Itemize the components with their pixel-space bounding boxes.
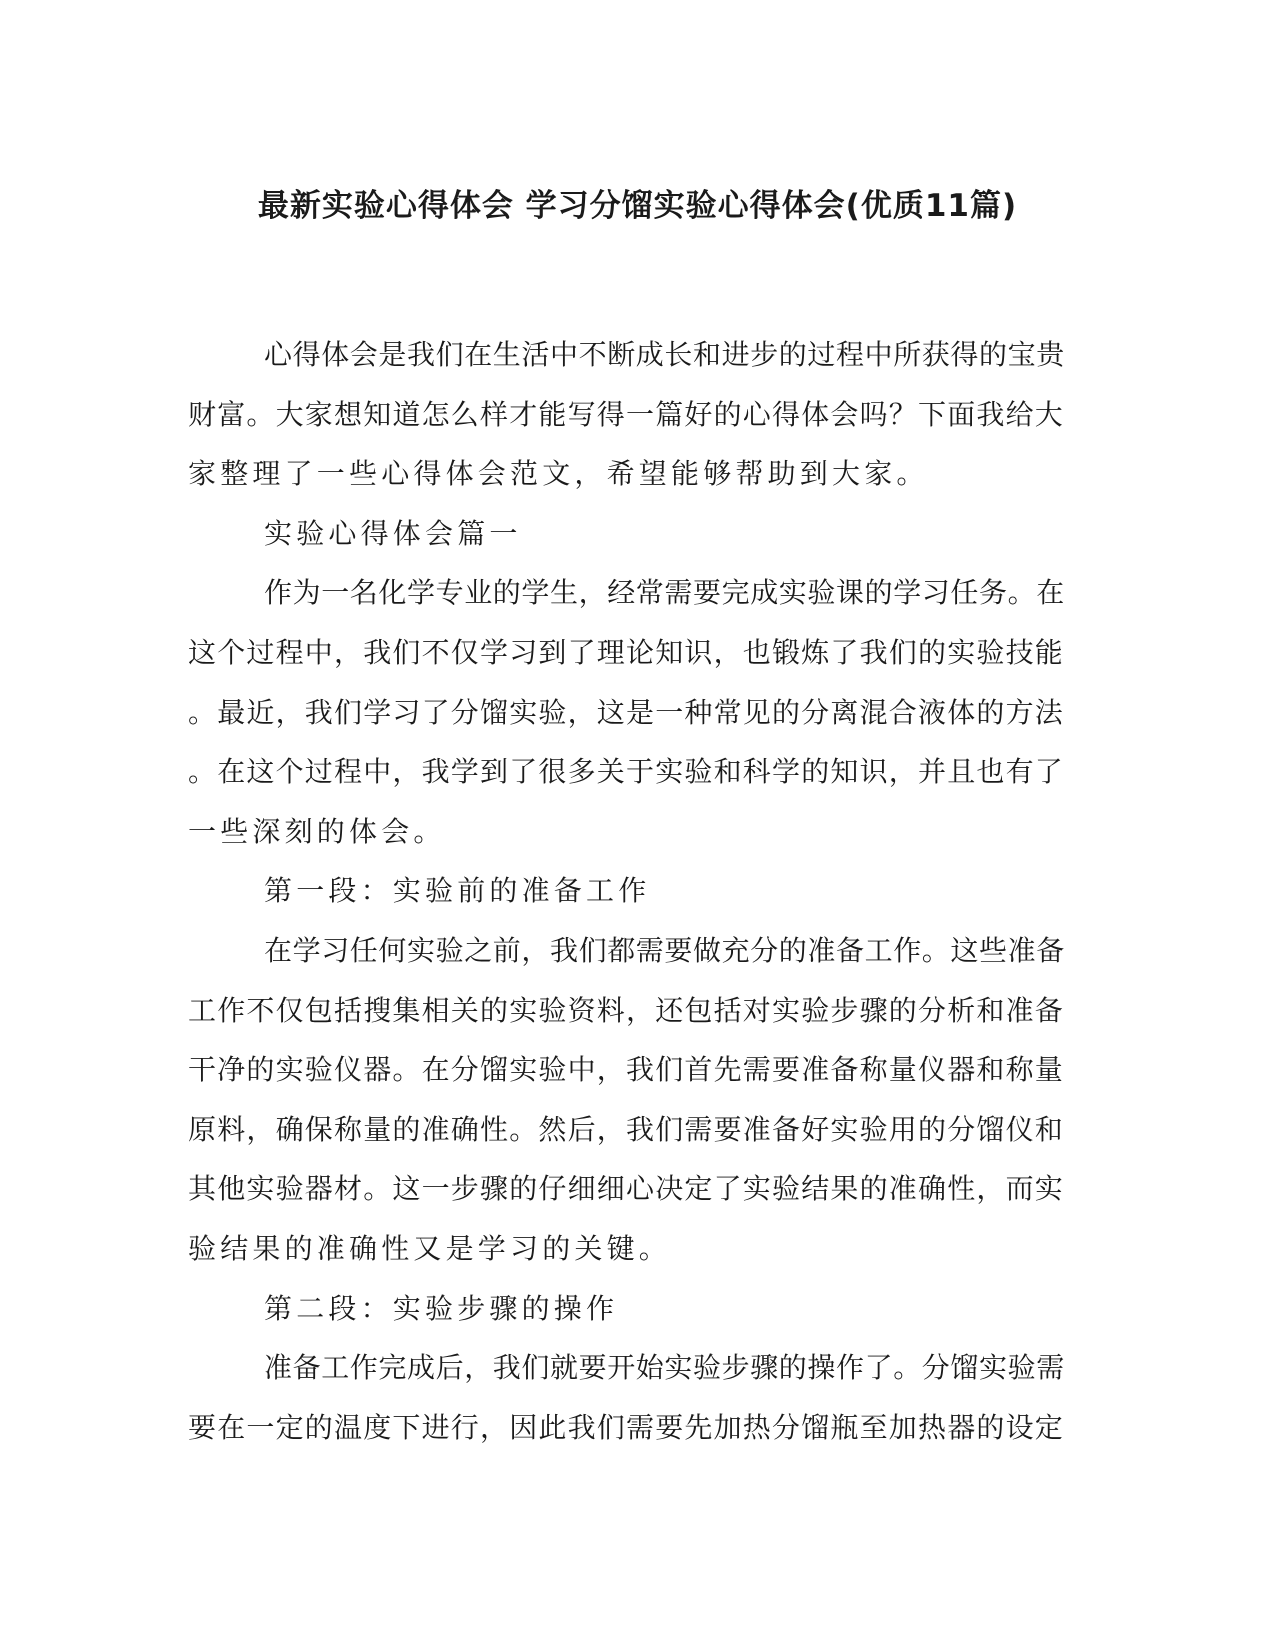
paragraph-line: 家整理了一些心得体会范文，希望能够帮助到大家。 <box>188 457 929 491</box>
paragraph-line: 一些深刻的体会。 <box>188 814 446 848</box>
paragraph-line: 。在这个过程中，我学到了很多关于实验和科学的知识，并且也有了 <box>188 755 1065 789</box>
paragraph-line: 在学习任何实验之前，我们都需要做充分的准备工作。这些准备 <box>264 933 1065 967</box>
paragraph-line: 。最近，我们学习了分馏实验，这是一种常见的分离混合液体的方法 <box>188 695 1065 729</box>
paragraph-line: 准备工作完成后，我们就要开始实验步骤的操作了。分馏实验需 <box>264 1351 1065 1385</box>
section-heading: 实验心得体会篇一 <box>264 516 522 550</box>
paragraph-line: 工作不仅包括搜集相关的实验资料，还包括对实验步骤的分析和准备 <box>188 993 1065 1027</box>
document-body <box>188 325 1068 1457</box>
paragraph-line: 验结果的准确性又是学习的关键。 <box>188 1231 672 1265</box>
paragraph-line: 其他实验器材。这一步骤的仔细细心决定了实验结果的准确性，而实 <box>188 1172 1065 1206</box>
section-heading: 第一段：实验前的准备工作 <box>264 874 651 908</box>
paragraph-line: 心得体会是我们在生活中不断成长和进步的过程中所获得的宝贵 <box>264 338 1065 371</box>
section-heading: 第二段：实验步骤的操作 <box>264 1291 619 1325</box>
paragraph-line: 要在一定的温度下进行，因此我们需要先加热分馏瓶至加热器的设定 <box>188 1410 1065 1444</box>
paragraph-line: 财富。大家想知道怎么样才能写得一篇好的心得体会吗？下面我给大 <box>188 397 1065 431</box>
paragraph-line: 作为一名化学专业的学生，经常需要完成实验课的学习任务。在 <box>264 576 1065 610</box>
paragraph-line: 这个过程中，我们不仅学习到了理论知识，也锻炼了我们的实验技能 <box>188 635 1065 669</box>
paragraph-line: 干净的实验仪器。在分馏实验中，我们首先需要准备称量仪器和称量 <box>188 1053 1065 1087</box>
document-title: 最新实验心得体会 学习分馏实验心得体会(优质11篇) <box>257 188 1018 224</box>
paragraph-line: 原料，确保称量的准确性。然后，我们需要准备好实验用的分馏仪和 <box>188 1112 1065 1146</box>
